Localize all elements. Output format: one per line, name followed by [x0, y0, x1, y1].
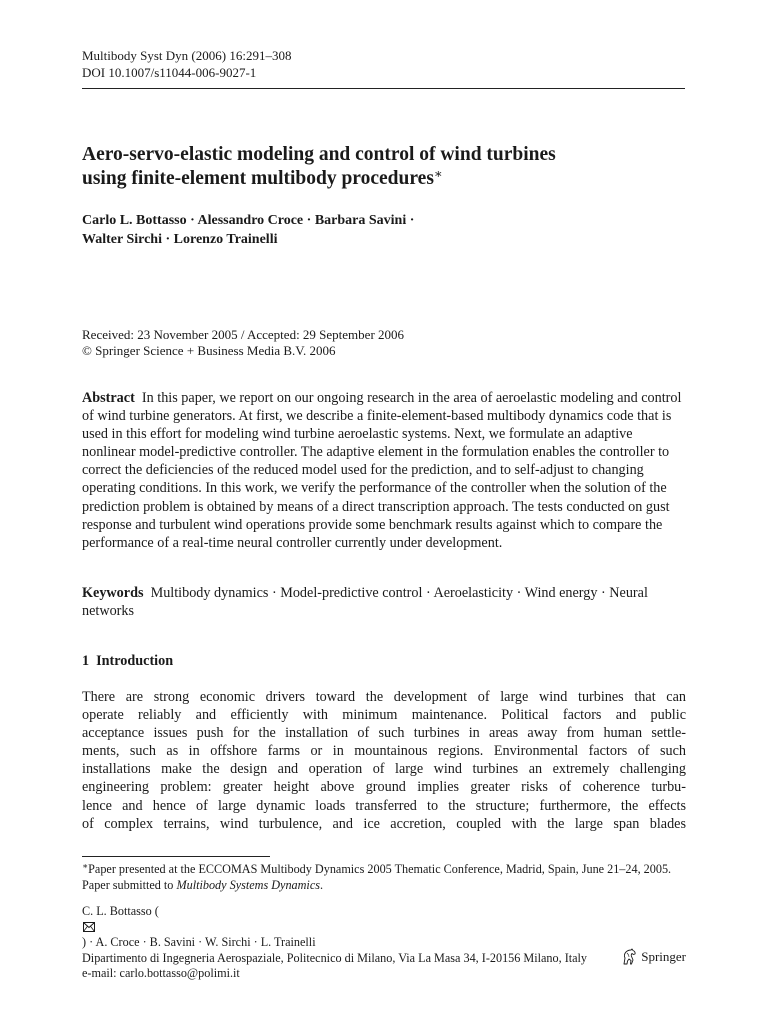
footnote-text: Paper presented at the ECCOMAS Multibody Dynamics 2005 Thematic Conference, Madrid, Spain, June 21–24, 2005. Paper submitted to — [82, 862, 672, 892]
journal-header — [82, 47, 291, 81]
title-line-2: using finite-element multibody procedures — [82, 168, 434, 189]
copyright: © Springer Science + Business Media B.V. 2006 — [82, 343, 336, 358]
footnote-journal: Multibody Systems Dynamics — [176, 877, 320, 892]
introduction-body — [82, 688, 686, 833]
footnote-rule — [82, 856, 270, 857]
section-heading — [82, 653, 173, 670]
section-number: 1 — [82, 653, 90, 669]
abstract-text: In this paper, we report on our ongoing research in the area of aeroelastic modeling and control of wind turbine generators. At first, we describe a finite-element-based multibody dynamics code that is used in this effort for modeling wind turbine aeroelastic systems. Next, we formulate an adaptive nonlinear model-predictive controller. The adaptive element in the formulation enables the controller to correct the deficiencies of the reduced model used for the prediction, and to self-adjust to changing operating conditions. In this work, we verify the performance of the controller when the solution of the prediction problem is obtained by means of a direct transcription approach. The tests conducted on gust response and turbulent wind operations provide some benchmark results against which to compare the performance of a real-time neural controller currently under development. — [82, 390, 682, 551]
author-contacts — [82, 904, 686, 951]
intro-line: acceptance issues push for the installation of such turbines in areas away from human settle- — [82, 725, 686, 742]
doi: DOI 10.1007/s11044-006-9027-1 — [82, 65, 257, 80]
publisher-logo — [621, 948, 686, 966]
paper-title — [82, 143, 682, 191]
intro-line: lence and hence of large dynamic loads transferred to the structure; furthermore, the effects — [82, 797, 686, 814]
intro-line: There are strong economic drivers toward the development of large wind turbines that can — [82, 689, 686, 705]
affiliation-block — [82, 904, 686, 982]
intro-line: engineering problem: greater height above ground implies greater risks of coherence turbu- — [82, 779, 686, 796]
publication-dates — [82, 327, 404, 359]
authors-line-1: Carlo L. Bottasso · Alessandro Croce · Barbara Savini · — [82, 213, 415, 228]
footnote-end: . — [319, 877, 324, 892]
received-accepted: Received: 23 November 2005 / Accepted: 29 September 2006 — [82, 327, 405, 342]
keywords — [82, 584, 686, 620]
title-footnote-marker: ∗ — [433, 166, 443, 181]
department-address: Dipartimento di Ingegneria Aerospaziale, Politecnico di Milano, Via La Masa 34, I-20156 Milano, Italy — [82, 950, 588, 965]
footnote — [82, 862, 686, 893]
authors-line-2: Walter Sirchi · Lorenzo Trainelli — [82, 232, 278, 247]
abstract — [82, 389, 686, 552]
journal-citation: Multibody Syst Dyn (2006) 16:291–308 — [82, 48, 292, 63]
email-address: e-mail: carlo.bottasso@polimi.it — [82, 966, 240, 980]
intro-line: operate reliably and efficiently with minimum maintenance. Political factors and public — [82, 707, 686, 724]
keywords-text: Multibody dynamics · Model-predictive control · Aeroelasticity · Wind energy · Neural networks — [82, 585, 648, 620]
intro-line: of complex terrains, wind turbulence, and ice accretion, coupled with the large span blades — [82, 815, 686, 832]
keywords-label: Keywords — [82, 585, 144, 601]
envelope-icon — [83, 922, 95, 932]
section-title: Introduction — [96, 653, 174, 669]
footnote-marker: ∗ — [82, 861, 89, 871]
intro-line: installations make the design and operation of large wind turbines an extremely challenging — [82, 761, 686, 778]
other-authors: ) · A. Croce · B. Savini · W. Sirchi · L. Trainelli — [82, 935, 316, 949]
corresponding-author: C. L. Bottasso ( — [82, 904, 159, 918]
abstract-label: Abstract — [82, 390, 135, 406]
intro-line: ments, such as in offshore farms or in mountainous regions. Environmental factors of such — [82, 743, 686, 760]
publisher-name: Springer — [641, 949, 686, 964]
header-rule — [82, 88, 685, 89]
springer-horse-icon — [621, 948, 638, 966]
author-list — [82, 211, 682, 249]
title-line-1: Aero-servo-elastic modeling and control of wind turbines — [82, 144, 556, 165]
